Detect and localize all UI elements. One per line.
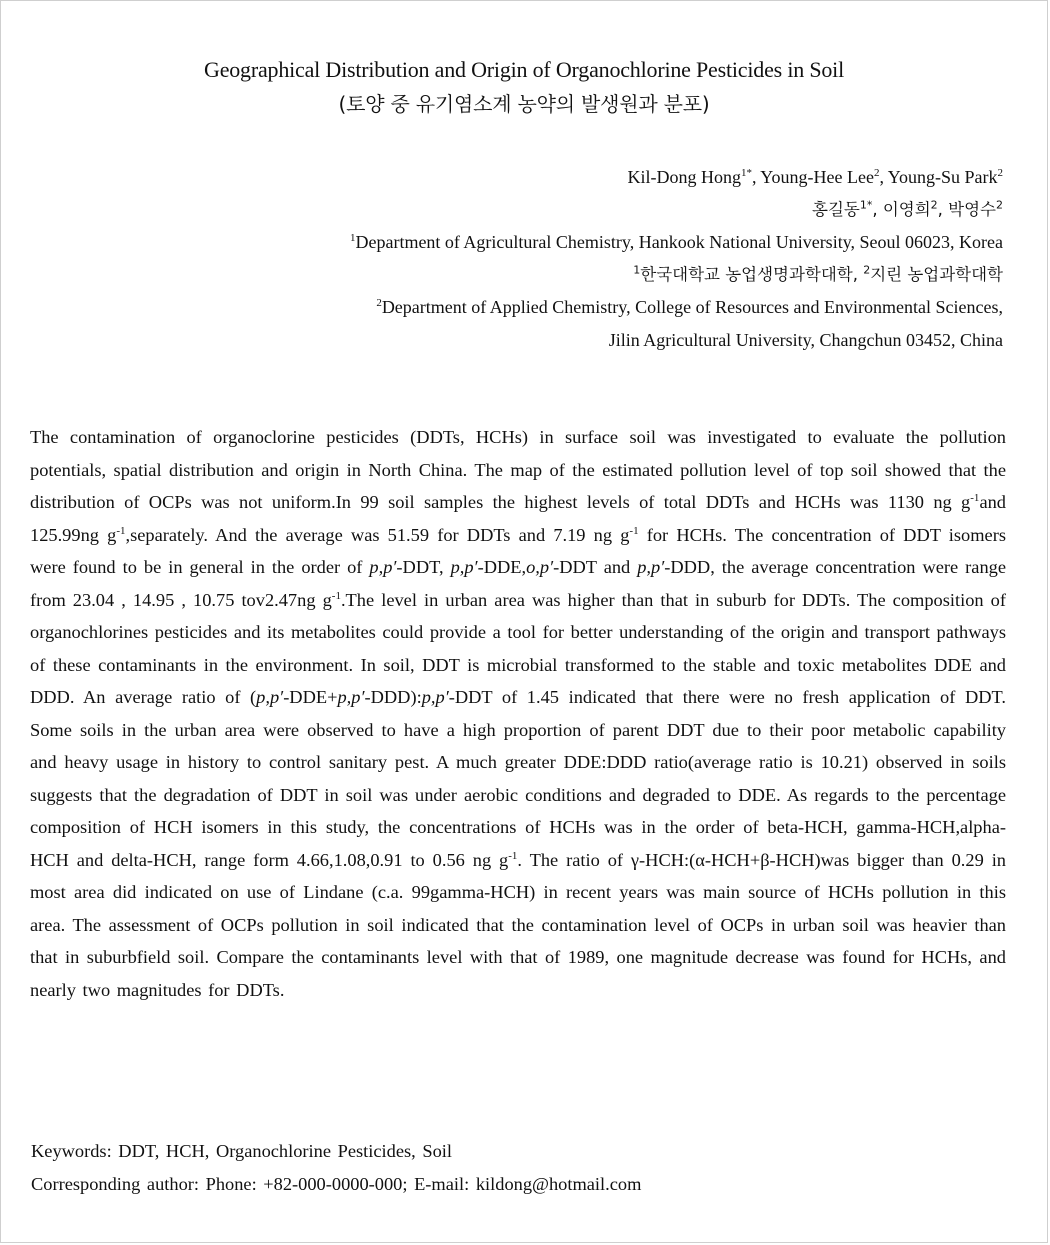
author-name: Kil-Dong Hong: [627, 167, 741, 187]
affiliation-2-continued: Jilin Agricultural University, Changchun 03452, China: [608, 329, 1003, 350]
paper-title: [1, 53, 1047, 121]
abstract-text: ,separately. And the average was 51.59 for DDTs and 7.19 ng g: [125, 524, 630, 545]
isomer-prefix: p,p′: [450, 557, 478, 577]
abstract-text: for HCHs. The concentration of DDT isomers were found to be in general in the order of: [30, 524, 1006, 577]
affiliation-text: 지린 농업과학대학: [870, 264, 1003, 284]
affiliation-text: Department of Applied Chemistry, College of Resources and Environmental Sciences,: [381, 297, 1003, 317]
isomer-prefix: p,p′: [421, 687, 449, 707]
author-sup: 2: [930, 198, 938, 211]
author-block: [201, 161, 1003, 356]
author-name: 홍길동: [812, 199, 860, 219]
isomer-prefix: p,p′: [256, 687, 284, 707]
affiliation-sup: 1: [633, 263, 641, 276]
abstract-text: -DDD, the average concentration were range from 23.04 , 14.95 , 10.75 tov2.47ng g: [30, 557, 1006, 610]
abstract-text: -DDD):: [364, 687, 422, 707]
author-names-kr: [201, 194, 1003, 227]
author-name: 박영수: [948, 199, 996, 219]
author-name: 이영희: [882, 199, 931, 219]
superscript: -1: [629, 524, 639, 537]
affiliation-korean: [201, 259, 1003, 292]
isomer-prefix: p,p′: [337, 687, 365, 707]
abstract-text: . The ratio of γ-HCH:(α-HCH+β-HCH)was bigger than 0.29 in most area did indicated on use of Lindane (c.a. 99gamma-HCH) in recent years was main source of HCHs pollution in this area. The assessment of OCPs pollution in soil indicated that the contamination level of OCPs in urban soil was heavier than that in suburbfield soil. Compare the contaminants level with that of 1989, one magnitude decrease was found for HCHs, and nearly two magnitudes for DDTs.: [30, 849, 1006, 1000]
superscript: -1: [970, 491, 980, 504]
abstract-text: -DDT and: [553, 557, 638, 577]
abstract-text: The contamination of organoclorine pesticides (DDTs, HCHs) in surface soil was investigated to evaluate the pollution potentials, spatial distribution and origin in North China. The map of the estimated pollution level of top soil showed that the distribution of OCPs was not uniform.In 99 soil samples the highest levels of total DDTs and HCHs was 1130 ng g: [30, 427, 1006, 512]
affiliation-2: [201, 291, 1003, 324]
isomer-prefix: p,p′: [369, 557, 397, 577]
superscript: -1: [508, 849, 518, 862]
footer-block: [31, 1135, 1011, 1200]
keywords: Keywords: DDT, HCH, Organochlorine Pesticides, Soil: [31, 1141, 453, 1161]
author-name: Young-Hee Lee: [760, 167, 874, 187]
author-sep: ,: [872, 199, 883, 219]
abstract-text: -DDT of 1.45 indicated that there were no fresh application of DDT. Some soils in the urban area were observed to have a high proportion of parent DDT due to their poor metabolic capability and heavy usage in history to control sanitary pest. A much greater DDE:DDD ratio(average ratio is 10.21) observed in soils suggests that the degradation of DDT in soil was under aerobic conditions and degraded to DDE. As regards to the percentage composition of HCH isomers in this study, the concentrations of HCHs was in the order of beta-HCH, gamma-HCH,alpha-HCH and delta-HCH, range form 4.66,1.08,0.91 to 0.56 ng g: [30, 687, 1006, 870]
affiliation-sup: 2: [376, 297, 382, 309]
affiliation-sup: 2: [863, 263, 871, 276]
abstract-paragraph: [30, 421, 1006, 1006]
affiliation-text: Department of Agricultural Chemistry, Hankook National University, Seoul 06023, Korea: [355, 232, 1003, 252]
isomer-prefix: o,p′: [526, 557, 554, 577]
author-sep: ,: [879, 167, 888, 187]
corresponding-author: Corresponding author: Phone: +82-000-0000-000; E-mail: kildong@hotmail.com: [31, 1173, 642, 1194]
author-sep: ,: [751, 167, 761, 187]
title-english: Geographical Distribution and Origin of Organochlorine Pesticides in Soil: [204, 57, 844, 82]
abstract-text: .The level in urban area was higher than that in suburb for DDTs. The composition of organochlorines pesticides and its metabolites could provide a tool for better understanding of the origin and transport pathways of these contaminants in the environment. In soil, DDT is microbial transformed to the stable and toxic metabolites DDE and DDD. An average ratio of (: [30, 589, 1006, 707]
author-sep: ,: [937, 199, 949, 219]
author-sup: 2: [996, 198, 1003, 211]
author-names-en: [201, 161, 1003, 194]
author-sup: 2: [997, 167, 1003, 179]
affiliation-text: 한국대학교 농업생명과학대학,: [640, 264, 864, 284]
abstract: [30, 421, 1006, 1006]
author-name: Young-Su Park: [887, 167, 998, 187]
abstract-text: -DDE+: [283, 687, 338, 707]
superscript: -1: [116, 524, 126, 537]
abstract-text: and 125.99ng g: [30, 492, 1006, 545]
abstract-text: -DDE,: [477, 557, 527, 577]
affiliation-1: [201, 226, 1003, 259]
isomer-prefix: p,p′: [637, 557, 665, 577]
affiliation-sup: 1: [349, 232, 356, 244]
title-korean: (토양 중 유기염소계 농약의 발생원과 분포): [338, 92, 710, 116]
abstract-text: -DDT,: [396, 557, 451, 577]
author-sup: 1*: [859, 198, 873, 211]
superscript: -1: [331, 589, 341, 602]
author-sup: 1*: [740, 167, 752, 179]
author-sup: 2: [873, 167, 880, 179]
